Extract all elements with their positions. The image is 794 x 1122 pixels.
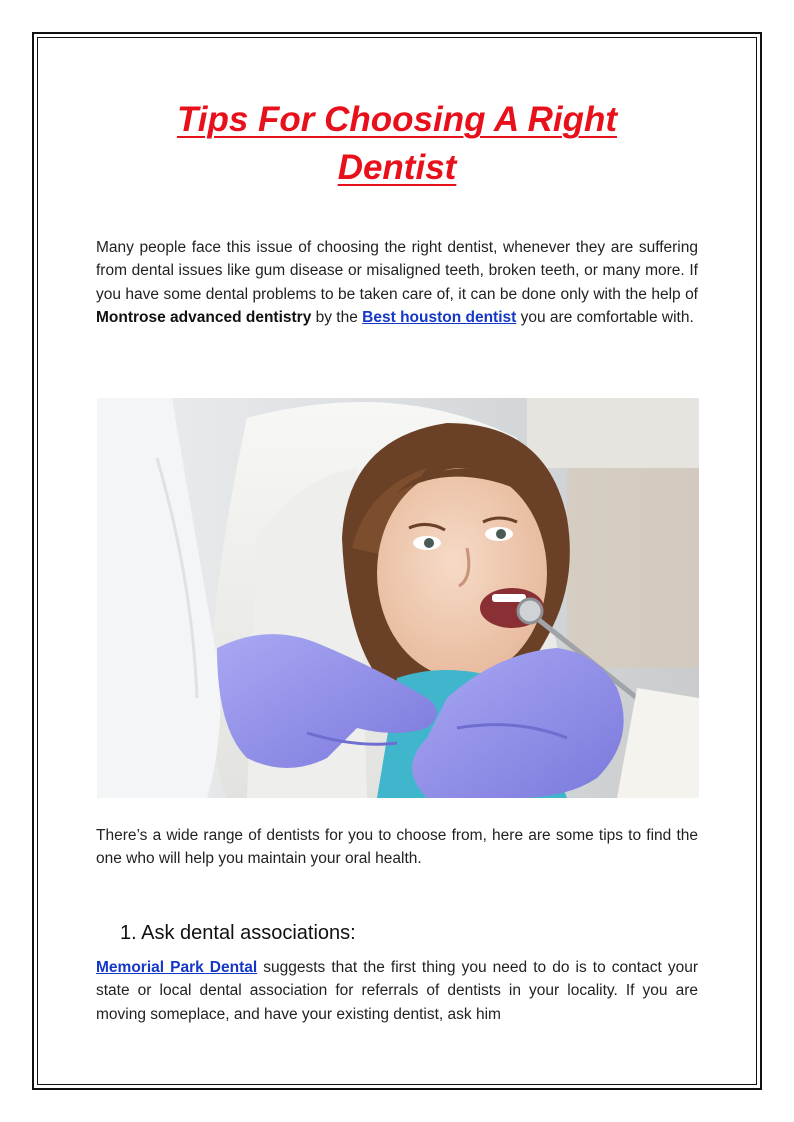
dentist-child-photo bbox=[97, 398, 699, 798]
tips-intro-paragraph: There’s a wide range of dentists for you to choose from, here are some tips to find the one who will help you maintain your oral health. bbox=[96, 827, 698, 868]
section-1-text: suggests that the first thing you need to do is to contact your state or local dental association for referrals of dentists in your locality. If you are moving someplace, and have your existing dentist, ask him bbox=[96, 959, 698, 1023]
memorial-park-dental-link[interactable]: Memorial Park Dental bbox=[96, 959, 258, 976]
best-houston-dentist-link[interactable]: Best houston dentist bbox=[362, 309, 517, 327]
intro-text: Many people face this issue of choosing the right dentist, whenever they are suffering from dental issues like gum disease or misaligned teeth, broken teeth, or many more. If you have some dental problems to be taken care of, it can be done only with the help of bbox=[96, 239, 698, 303]
section-1-paragraph bbox=[96, 956, 698, 1026]
montrose-bold-text: Montrose advanced dentistry bbox=[96, 309, 312, 327]
title-line-1: Tips For Choosing A Right bbox=[176, 100, 618, 139]
section-1-heading: 1. Ask dental associations: bbox=[120, 922, 356, 944]
intro-text-by-the: by the bbox=[311, 309, 363, 327]
page-title bbox=[97, 96, 697, 192]
intro-paragraph bbox=[96, 236, 698, 330]
title-line-2: Dentist bbox=[337, 148, 457, 187]
intro-text-end: you are comfortable with. bbox=[516, 309, 694, 327]
